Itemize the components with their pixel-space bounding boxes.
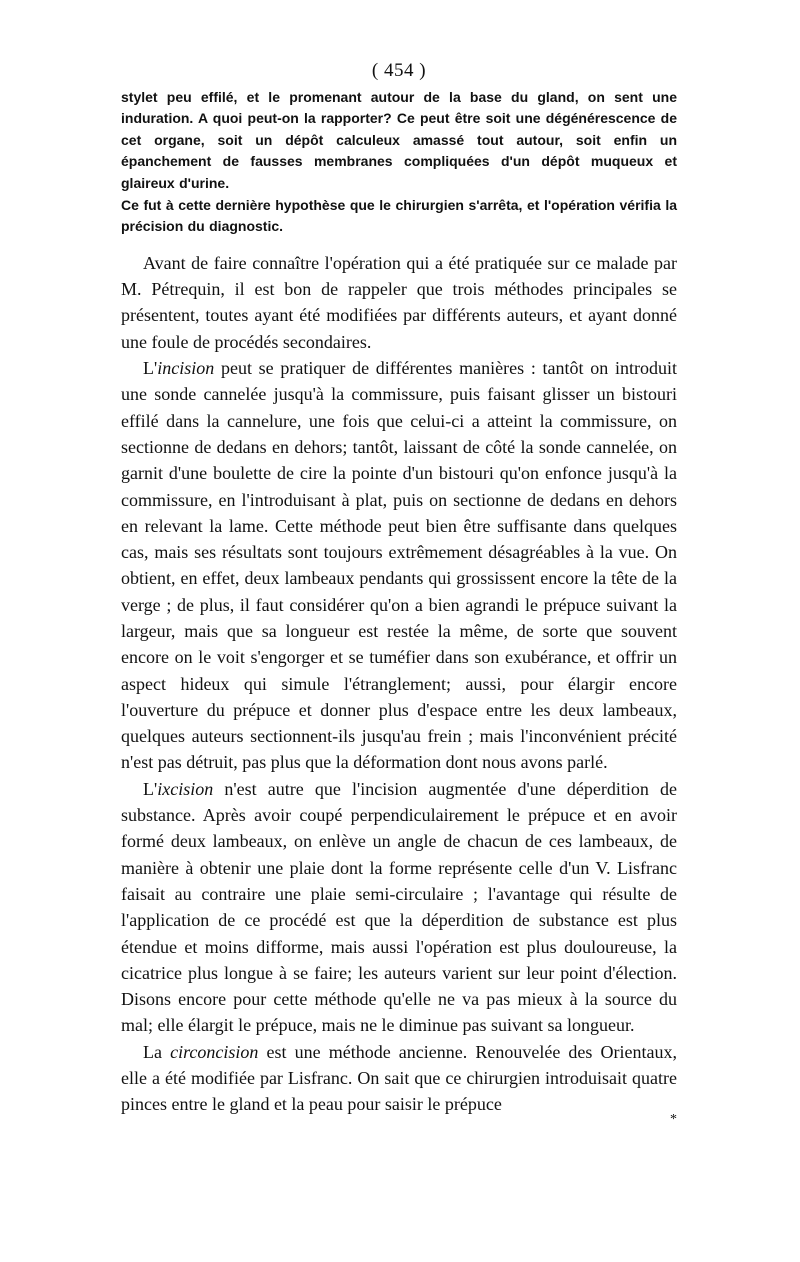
term-incision: incision bbox=[157, 358, 215, 379]
small-paragraph-2: Ce fut à cette dernière hypothèse que le chirurgien s'arrêta, et l'opération vérifia la précision du diagnostic. bbox=[121, 197, 677, 235]
paragraph-ixcision bbox=[121, 776, 677, 1039]
circoncision-lead: La bbox=[143, 1041, 171, 1062]
paragraph-incision bbox=[121, 355, 677, 776]
small-paragraph-1: stylet peu effilé, et le promenant autour de la base du gland, on sent une induration. A quoi peut-on la rapporter? Ce peut être soit une dégénérescence de cet organe, soit un dépôt calculeux amassé tout autour, soit enfin un épanchement de fausses membranes compliquées d'un dépôt muqueux et glaireux d'urine. bbox=[121, 89, 677, 191]
term-ixcision: ixcision bbox=[157, 778, 214, 799]
term-circoncision: circoncision bbox=[170, 1041, 259, 1062]
paragraph-methods: Avant de faire connaître l'opération qui a été pratiquée sur ce malade par M. Pétrequin, il est bon de rappeler que trois méthodes principales se présentent, toutes ayant été modifiées par différents auteurs, et ayant donné une foule de procédés secondaires. bbox=[121, 252, 677, 352]
footnote-mark: * bbox=[670, 1111, 677, 1127]
paragraph-circoncision bbox=[121, 1039, 677, 1118]
page-number: ( 454 ) bbox=[371, 60, 427, 81]
page-body bbox=[121, 58, 677, 1127]
circoncision-body: est une méthode ancienne. Renouvelée des Orientaux, elle a été modifiée par Lisfranc. On sait que ce chirurgien introduisait quatre pinces entre le gland et la peau pour saisir le prépuce bbox=[121, 1041, 677, 1115]
incision-body: peut se pratiquer de différentes manières : tantôt on introduit une sonde cannelée jusqu'à la commissure, puis faisant glisser un bistouri effilé dans la cannelure, une fois que celui-ci a atteint la commissure, on sectionne de dedans en dehors; tantôt, laissant de côté la sonde cannelée, on garnit d'une boulette de cire la pointe d'un bistouri qu'on enfonce jusqu'à la commissure, en l'introduisant à plat, puis on sectionne de dedans en dehors en relevant la lame. Cette méthode peut bien être suffisante dans quelques cas, mais ses résultats sont toujours extrêmement désagréables à la vue. On obtient, en effet, deux lambeaux pendants qui grossissent encore la tête de la verge ; de plus, il faut considérer qu'on a bien agrandi le prépuce suivant la largeur, mais que sa longueur est restée la même, de sorte que souvent encore on le voit s'engorger et se tuméfier dans son exubérance, et offrir un aspect hideux qui simule l'étranglement; aussi, pour élargir encore l'ouverture du prépuce et donner plus d'espace entre les deux lambeaux, quelques auteurs sectionnent-ils jusqu'au frein ; mais l'inconvénient précité n'est pas détruit, pas plus que la déformation dont nous avons parlé. bbox=[121, 358, 677, 773]
ixcision-lead: L' bbox=[143, 778, 158, 799]
incision-lead: L' bbox=[143, 358, 158, 379]
ixcision-body: n'est autre que l'incision augmentée d'une déperdition de substance. Après avoir coupé perpendiculairement le prépuce et en avoir formé deux lambeaux, on enlève un angle de chacun de ces lambeaux, de manière à obtenir une plaie dont la forme représente celle d'un V. Lisfranc faisait au contraire une plaie semi-circulaire ; l'avantage qui résulte de l'application de ce procédé est que la déperdition de substance est plus étendue et moins difforme, mais aussi l'opération est plus douloureuse, la cicatrice plus longue à se faire; les auteurs varient sur leur point d'élection. Disons encore pour cette méthode qu'elle ne va pas mieux à la source du mal; elle élargit le prépuce, mais ne le diminue pas suivant sa longueur. bbox=[121, 778, 677, 1036]
